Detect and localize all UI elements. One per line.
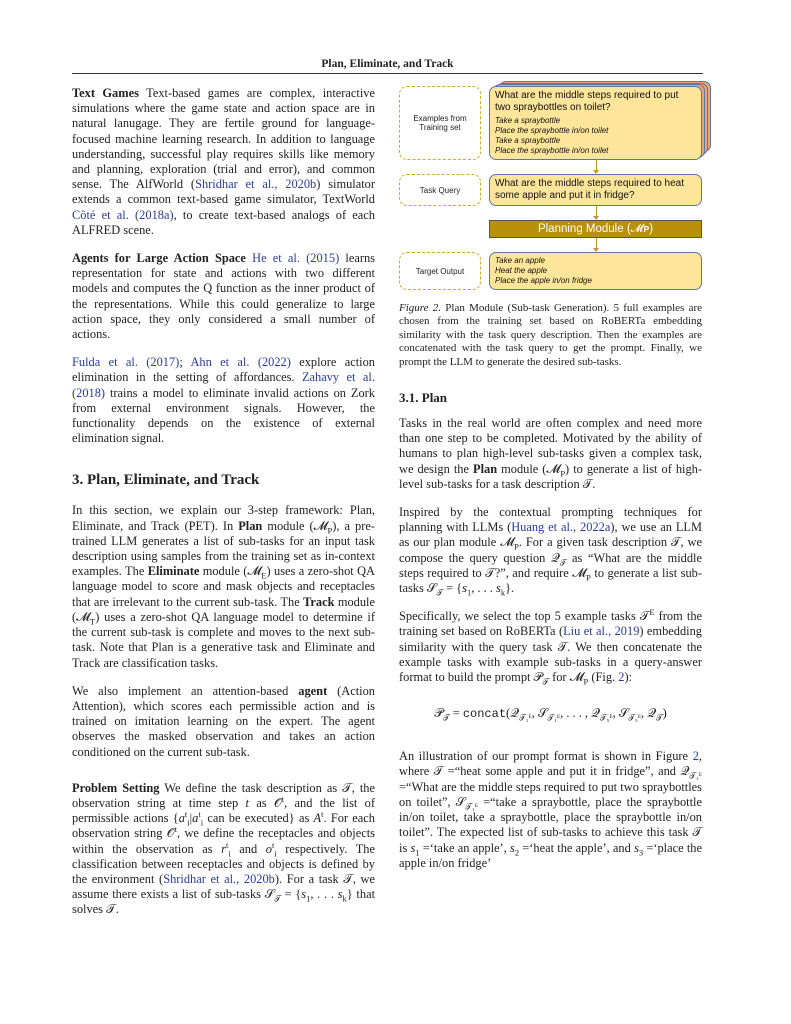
text-run: and bbox=[230, 841, 266, 856]
text-run: s bbox=[337, 887, 343, 902]
text-run: 𝒯₅ᴱ bbox=[628, 712, 642, 723]
label-examples: Examples from Training set bbox=[399, 86, 481, 160]
text-run: P bbox=[327, 525, 333, 536]
output-box bbox=[489, 252, 702, 290]
text-run: , . . . bbox=[310, 887, 338, 902]
header-rule bbox=[72, 73, 703, 74]
text-run: ) bbox=[662, 706, 667, 721]
text-run: agent bbox=[298, 683, 328, 698]
example-step: Take a spraybottle bbox=[495, 116, 561, 125]
query-box bbox=[489, 174, 702, 206]
text-run: =“What are the middle steps required to put two spraybottles on toilet”, 𝒮 bbox=[399, 779, 702, 809]
text-run: P bbox=[583, 676, 589, 687]
text-run: module (𝓜 bbox=[262, 518, 328, 533]
text-run: s bbox=[510, 840, 515, 855]
text-run: We also implement an attention-based bbox=[72, 683, 299, 698]
text-run: Inspired by the contextual prompting techniques for planning with LLMs ( bbox=[399, 505, 702, 535]
text-run: ), we use an LLM as our plan module 𝓜 bbox=[399, 520, 703, 550]
text-run: P bbox=[514, 541, 519, 552]
text-run: 𝒯 bbox=[274, 893, 281, 904]
text-run: We define the task description as 𝒯, the observation string at time step bbox=[72, 780, 375, 810]
text-run: E bbox=[649, 607, 655, 618]
text-run: , . . . bbox=[471, 581, 496, 596]
text-run: , 𝒮 bbox=[612, 706, 629, 721]
text-run: }. bbox=[505, 581, 515, 596]
citation-link[interactable]: Ahn et al. (2022) bbox=[190, 355, 291, 370]
text-run: = { bbox=[443, 581, 463, 596]
text-run: t bbox=[281, 793, 285, 804]
planning-module-bar: Planning Module (𝓜 P ) bbox=[489, 220, 702, 238]
text-run: as 𝒪 bbox=[249, 795, 282, 810]
text-run: ) embedding similarity with the query task 𝒯. We then concatenate the example tasks with example sub-tasks in a query-answer format to build the prompt 𝒫 bbox=[399, 624, 702, 685]
text-run: 1 bbox=[415, 846, 420, 857]
example-box bbox=[489, 86, 702, 160]
paragraph-action-elimination bbox=[72, 355, 375, 446]
text-run: ). For a task 𝒯, we assume there exists a list of sub-tasks 𝒮 bbox=[72, 871, 376, 902]
example-step: Take a spraybottle bbox=[495, 136, 561, 145]
text-run: s bbox=[301, 887, 307, 902]
right-column bbox=[399, 86, 702, 884]
text-run: Text Games bbox=[72, 86, 139, 100]
text-run: t bbox=[225, 839, 229, 850]
example-step: Place the spraybottle in/on toilet bbox=[495, 146, 609, 155]
text-run: P bbox=[560, 468, 566, 479]
text-run: T bbox=[90, 616, 96, 627]
text-run: i bbox=[200, 817, 204, 828]
text-run: , 𝒬 bbox=[641, 706, 657, 721]
text-run: 3 bbox=[638, 846, 644, 857]
text-run: k bbox=[342, 893, 347, 904]
citation-link[interactable]: Côté et al. (2018a) bbox=[72, 207, 174, 222]
text-run: E bbox=[261, 570, 267, 581]
arrow-icon bbox=[489, 206, 702, 220]
text-run: t bbox=[184, 809, 188, 819]
text-run: 𝒯 bbox=[436, 587, 443, 598]
citation-link[interactable]: Zahavy et al. (2018) bbox=[72, 370, 375, 400]
text-run: s bbox=[410, 840, 416, 855]
text-run: s bbox=[462, 581, 467, 596]
citation-link[interactable]: Shridhar et al., 2020b bbox=[163, 871, 275, 886]
text-run: 𝒯 bbox=[656, 712, 663, 723]
running-title: Plan, Eliminate, and Track bbox=[321, 58, 454, 70]
paragraph-plan-prompting bbox=[399, 505, 702, 596]
output-step: Place the apple in/on fridge bbox=[495, 276, 592, 285]
left-column bbox=[72, 86, 375, 931]
text-run: Agents for Large Action Space bbox=[72, 251, 246, 266]
text-run: Plan bbox=[238, 518, 263, 533]
text-run: respectively. The classification between receptacles and objects is defined by the environment ( bbox=[72, 841, 375, 886]
text-run: t bbox=[245, 795, 249, 810]
text-run: Plan bbox=[473, 461, 498, 476]
text-run: 𝒫 bbox=[434, 706, 444, 721]
section-heading: 3. Plan, Eliminate, and Track bbox=[72, 472, 260, 489]
text-run: ; bbox=[179, 355, 191, 370]
example-question: What are the middle steps required to put two spraybottles on toilet? bbox=[495, 90, 679, 113]
text-run: (Fig. bbox=[588, 670, 619, 685]
text-run: module (𝓜 bbox=[199, 564, 262, 579]
text-run: can be executed} as bbox=[203, 811, 314, 826]
citation-link[interactable]: 2 bbox=[618, 670, 625, 685]
subsection-heading: 3.1. Plan bbox=[399, 390, 448, 406]
text-run: 𝒯₁ᴱ bbox=[519, 712, 532, 723]
text-run: s bbox=[496, 581, 501, 596]
citation-link[interactable]: Huang et al., 2022a bbox=[511, 520, 611, 535]
text-run: 𝒯₅ᴱ bbox=[600, 712, 613, 723]
text-run: Tasks in the real world are often complex and need more than one step to be completed. Motivated by the ability of humans to plan high-level sub-tasks given a complex task, we design the bbox=[399, 416, 702, 476]
citation-link[interactable]: He et al. (2015) bbox=[252, 251, 340, 266]
paragraph-text-games bbox=[72, 86, 375, 238]
text-run: An illustration of our prompt format is shown in Figure bbox=[399, 749, 693, 764]
paragraph-problem-setting bbox=[72, 781, 375, 918]
text-run: , we define the receptacles and objects within the observation as bbox=[72, 826, 375, 856]
output-step: Heat the apple bbox=[495, 266, 548, 275]
arrow-icon bbox=[489, 160, 702, 174]
figure-2 bbox=[399, 86, 702, 290]
text-run: (𝒬 bbox=[506, 706, 520, 721]
text-run: explore action elimination in the setting of affordances. bbox=[72, 355, 375, 385]
text-run: for 𝓜 bbox=[549, 670, 584, 685]
example-step: Place the spraybottle in/on toilet bbox=[495, 126, 609, 135]
text-run: } that solves 𝒯. bbox=[72, 887, 376, 917]
text-run: 𝒯 bbox=[443, 712, 450, 723]
arrow-icon bbox=[489, 238, 702, 252]
figure-caption bbox=[399, 302, 702, 369]
paragraph-illustration bbox=[399, 749, 702, 871]
text-run: a bbox=[178, 811, 185, 826]
text-run: = bbox=[449, 706, 463, 721]
text-run: trains a model to eliminate invalid actions on Zork from external environment signals. However, the functionality depends on the existence of external elimination signal. bbox=[72, 385, 375, 446]
paragraph-agents bbox=[72, 251, 375, 342]
text-run: learns representation for state and actions with two different models and computes the Q function as the inner product of the representations. While this could generalize to large action space, they only considered a small number of actions. bbox=[72, 251, 375, 342]
text-run: Text-based games are complex, interactive simulations where the game state and action space are in natural lanugage. They are fertile ground for language-focused machine learning research. In addition to language understanding, successful play requires skills like memory and planning, exploration (trial and error), and common sense. The AlfWorld ( bbox=[72, 86, 375, 192]
text-run: t bbox=[198, 809, 201, 819]
text-run: 𝒯₁ᴱ bbox=[465, 801, 478, 812]
text-run: . For a given task description 𝒯, we compose the query question 𝒬 bbox=[399, 535, 702, 565]
text-run: , where 𝒯 =“heat some apple and put it in fridge”, and 𝒬 bbox=[399, 749, 702, 779]
citation-link[interactable]: Fulda et al. (2017) bbox=[72, 355, 180, 370]
text-run: ) to generate a list of high-level sub-tasks for a task description 𝒯. bbox=[399, 461, 702, 491]
text-run: t bbox=[174, 824, 177, 835]
text-run: 𝒯 bbox=[542, 676, 550, 687]
text-run: o bbox=[265, 841, 272, 856]
text-run: 𝒯₁ᴱ bbox=[689, 770, 702, 781]
text-run: Plan Module (Sub-task Generation). 5 full examples are chosen from the training set based on RoBERTa embedding similarity with the task query description. Then the examples are concatenated with the task query to get the prompt. Finally, we prompt the LLM to generate the desired sub-tasks. bbox=[399, 302, 702, 368]
planning-module-end: ) bbox=[649, 223, 654, 235]
text-run: t bbox=[321, 809, 324, 819]
text-run: 𝒯₁ᴱ bbox=[547, 712, 561, 723]
text-run: module (𝓜 bbox=[72, 594, 375, 624]
paragraph-plan-examples bbox=[399, 609, 702, 685]
text-run: Problem Setting bbox=[72, 780, 160, 795]
text-run: ) uses a zero-shot QA language model to score and mask objects and receptacles that are irrelevant to the current sub-task. The bbox=[72, 564, 376, 609]
text-run: Eliminate bbox=[147, 564, 200, 579]
text-run: =‘heat the apple’, and bbox=[519, 840, 635, 855]
text-run: as “What are the middle steps required to 𝒯?”, and require 𝓜 bbox=[399, 550, 702, 580]
text-run: module (𝓜 bbox=[497, 461, 561, 476]
text-run: 1 bbox=[466, 587, 472, 598]
text-run: r bbox=[221, 841, 226, 856]
text-run: a bbox=[192, 811, 199, 826]
query-question: What are the middle steps required to heat some apple and put it in fridge? bbox=[495, 178, 684, 201]
text-run: 2 bbox=[514, 846, 520, 857]
citation-link[interactable]: Liu et al., 2019 bbox=[563, 624, 640, 639]
citation-link[interactable]: 2 bbox=[692, 749, 699, 764]
text-run: =“take a spraybottle, place the spraybottle in/on toilet, take a spraybottle, place the spraybottle in/on toilet”. The expected list of sub-tasks to achieve this task 𝒯 is bbox=[399, 794, 702, 855]
text-run: In this section, we explain our 3-step framework: Plan, Eliminate, and Track (PET). In bbox=[72, 503, 375, 533]
text-run: k bbox=[500, 587, 506, 598]
text-run: to generate a list sub-tasks 𝒮 bbox=[399, 565, 702, 596]
text-run: concat bbox=[462, 707, 507, 722]
text-run: ): bbox=[624, 670, 633, 685]
text-run: ) uses a zero-shot QA language model to determine if the current sub-task is complete and moves to the next sub-task. Note that Plan is a generative task and Eliminate and Track are classification tasks. bbox=[72, 609, 375, 670]
text-run: s bbox=[634, 840, 639, 855]
text-run: Figure 2. bbox=[399, 302, 442, 314]
text-run: =‘take an apple’, bbox=[419, 840, 510, 855]
text-run: , to create text-based analogs of each ALFRED scene. bbox=[72, 207, 376, 237]
text-run: 𝒯 bbox=[559, 557, 567, 568]
text-run: Track bbox=[303, 594, 335, 609]
paragraph-agent bbox=[72, 684, 375, 760]
text-run: ), a pre-trained LLM generates a list of sub-tasks for an input task description using samples from the training set as in-context examples. The bbox=[72, 518, 375, 579]
text-run: ) simulator extends a common text-based game simulator, TextWorld bbox=[72, 177, 375, 207]
text-run: , . . . , 𝒬 bbox=[560, 706, 600, 721]
text-run: i bbox=[274, 848, 277, 858]
label-task-query: Task Query bbox=[399, 174, 481, 206]
text-run: i bbox=[187, 817, 190, 828]
text-run: P bbox=[586, 572, 591, 583]
paragraph-intro bbox=[72, 503, 375, 670]
text-run: A bbox=[313, 811, 322, 826]
text-run: from the training set based on RoBERTa ( bbox=[399, 609, 703, 639]
text-run: (Action Attention), which scores each permissible action and is trained on imitation learning on the expert. The agent observes the masked observation and takes an action conditioned on the current sub-task. bbox=[72, 683, 375, 759]
text-run: =‘place the apple in/on fridge’ bbox=[399, 840, 702, 870]
citation-link[interactable]: Shridhar et al., 2020b bbox=[195, 177, 317, 192]
paragraph-plan-motivation bbox=[399, 416, 702, 492]
planning-module-label: Planning Module (𝓜 bbox=[537, 222, 644, 235]
text-run: t bbox=[271, 839, 275, 850]
text-run: | bbox=[189, 811, 193, 826]
text-run: = { bbox=[280, 887, 302, 902]
label-target-output: Target Output bbox=[399, 252, 481, 290]
text-run: Specifically, we select the top 5 example tasks 𝒯 bbox=[399, 609, 650, 624]
text-run: i bbox=[228, 848, 231, 858]
text-run: 1 bbox=[306, 893, 311, 904]
text-run: , 𝒮 bbox=[531, 706, 548, 721]
output-step: Take an apple bbox=[495, 256, 545, 265]
text-run: , and the list of permissible actions { bbox=[72, 795, 375, 826]
equation-prompt bbox=[399, 704, 702, 723]
text-run: . For each observation string 𝒪 bbox=[72, 811, 375, 841]
